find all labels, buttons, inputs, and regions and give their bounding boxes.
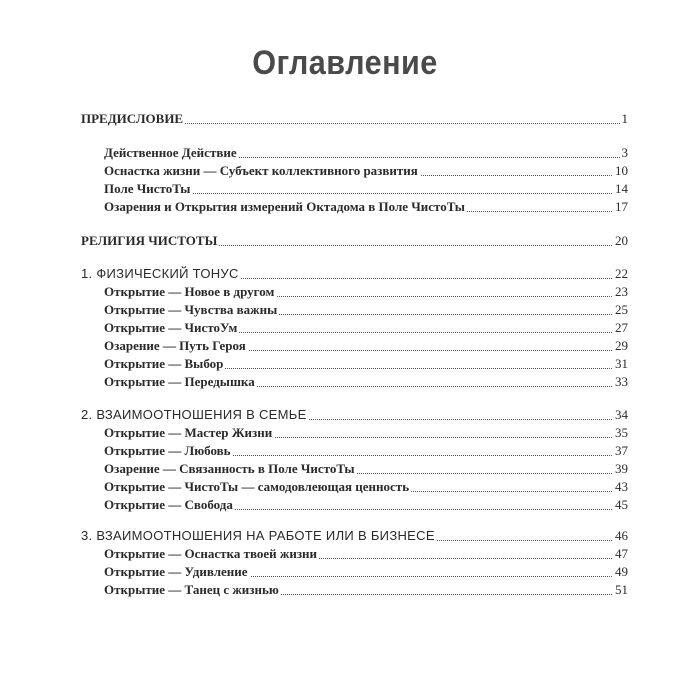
- toc-entry-title: Открытие — Новое в другом: [104, 284, 275, 299]
- toc-chapter-1[interactable]: [0, 265, 690, 283]
- toc-chapter-3[interactable]: [0, 527, 690, 545]
- toc-entry-title: Озарения и Открытия измерений Октадома в Поле ЧистоТы: [104, 199, 465, 214]
- toc-page-number: 25: [615, 302, 628, 317]
- toc-page-number: 37: [615, 443, 628, 458]
- toc-entry-title: Поле ЧистоТы: [104, 181, 191, 196]
- toc-entry-title: Открытие — Чувства важны: [104, 302, 278, 317]
- toc-entry[interactable]: [0, 301, 690, 319]
- toc-entry-title: Открытие — Выбор: [104, 356, 224, 371]
- toc-entry-title: Оснастка жизни — Субъект коллективного развития: [104, 163, 418, 178]
- toc-page-number: 45: [615, 497, 628, 512]
- toc-entry[interactable]: [0, 198, 690, 216]
- toc-entry[interactable]: [0, 373, 690, 391]
- toc-entry-title: 2. ВЗАИМООТНОШЕНИЯ В СЕМЬЕ: [81, 407, 307, 422]
- toc-entry-title: Открытие — ЧистоУм: [104, 320, 238, 335]
- toc-chapter-2[interactable]: [0, 406, 690, 424]
- toc-entry-title: ПРЕДИСЛОВИЕ: [81, 111, 184, 126]
- toc-entry[interactable]: [0, 424, 690, 442]
- toc-entry-title: Открытие — Оснастка твоей жизни: [104, 546, 318, 561]
- toc-page-number: 49: [615, 564, 628, 579]
- toc-page-number: 20: [615, 233, 628, 248]
- toc-entry-title: Открытие — Свобода: [104, 497, 233, 512]
- toc-entry[interactable]: [0, 581, 690, 599]
- toc-section-preface[interactable]: [0, 110, 690, 128]
- toc-page-number: 22: [615, 266, 628, 281]
- toc-page-number: 23: [615, 284, 628, 299]
- toc-entry-title: Озарение — Путь Героя: [104, 338, 246, 353]
- toc-entry[interactable]: [0, 545, 690, 563]
- toc-entry[interactable]: [0, 460, 690, 478]
- page-title: Оглавление: [252, 44, 438, 82]
- toc-page-number: 47: [615, 546, 628, 561]
- toc-page-number: 29: [615, 338, 628, 353]
- toc-entry[interactable]: [0, 283, 690, 301]
- toc-entry[interactable]: [0, 162, 690, 180]
- toc-page-number: 1: [621, 111, 628, 126]
- toc-entry-title: Открытие — Танец с жизнью: [104, 582, 279, 597]
- toc-entry-title: РЕЛИГИЯ ЧИСТОТЫ: [81, 233, 218, 248]
- toc-entry-title: Открытие — ЧистоТы — самодовлеющая ценность: [104, 479, 410, 494]
- toc-page-number: 34: [615, 407, 628, 422]
- toc-page-number: 14: [615, 181, 628, 196]
- toc-entry[interactable]: [0, 144, 690, 162]
- toc-entry-title: Озарение — Связанность в Поле ЧистоТы: [104, 461, 355, 476]
- toc-entry-title: Открытие — Мастер Жизни: [104, 425, 273, 440]
- toc-page-number: 39: [615, 461, 628, 476]
- toc-page-number: 3: [621, 145, 628, 160]
- toc-entry[interactable]: [0, 478, 690, 496]
- toc-page-number: 51: [615, 582, 628, 597]
- toc-entry[interactable]: [0, 442, 690, 460]
- toc-page-number: 10: [615, 163, 628, 178]
- toc-entry[interactable]: [0, 496, 690, 514]
- toc-page-number: 33: [615, 374, 628, 389]
- toc-page-number: 46: [615, 528, 628, 543]
- toc-entry[interactable]: [0, 563, 690, 581]
- toc-entry-title: Открытие — Удивление: [104, 564, 248, 579]
- toc-entry-title: Открытие — Передышка: [104, 374, 255, 389]
- toc-entry-title: Действенное Действие: [104, 145, 237, 160]
- toc-entry-title: Открытие — Любовь: [104, 443, 231, 458]
- toc-entry-title: 1. ФИЗИЧЕСКИЙ ТОНУС: [81, 266, 239, 281]
- toc-entry[interactable]: [0, 355, 690, 373]
- toc-entry[interactable]: [0, 337, 690, 355]
- toc-entry[interactable]: [0, 319, 690, 337]
- toc-page-number: 35: [615, 425, 628, 440]
- toc-page-number: 27: [615, 320, 628, 335]
- toc-entry-title: 3. ВЗАИМООТНОШЕНИЯ НА РАБОТЕ ИЛИ В БИЗНЕСЕ: [81, 528, 435, 543]
- toc-page-number: 17: [615, 199, 628, 214]
- toc-entry[interactable]: [0, 180, 690, 198]
- toc-page-number: 31: [615, 356, 628, 371]
- toc-section-religion[interactable]: [0, 232, 690, 250]
- toc-page-number: 43: [615, 479, 628, 494]
